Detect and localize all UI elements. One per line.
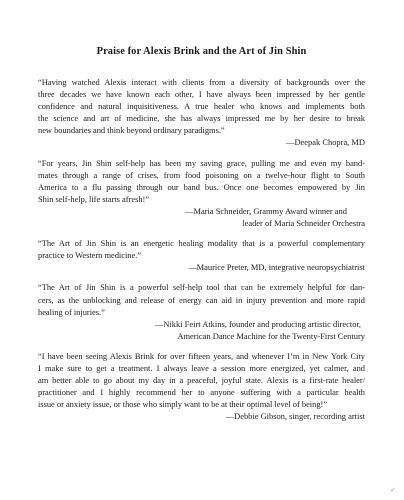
attribution-line: —Debbie Gibson, singer, recording artist — [225, 411, 365, 422]
quote-line: cers, as the unblocking and release of energy can aid in injury prevention and more rapid — [38, 294, 365, 305]
testimonial-quote — [38, 76, 365, 136]
attribution-line: American Dance Machine for the Twenty-First Century — [177, 330, 365, 341]
quote-line: am better able to go about my day in a peaceful, joyful state. Alexis is a first-rate healer/ — [38, 375, 365, 386]
testimonial-preter — [38, 237, 365, 273]
testimonial-gibson — [38, 350, 365, 423]
testimonial-quote — [38, 237, 365, 261]
page-heading: Praise for Alexis Brink and the Art of Jin Shin — [96, 46, 307, 57]
quote-line: “I have been seeing Alexis Brink for over fifteen years, and whenever I’m in New York City — [38, 350, 365, 361]
quote-line: “For years, Jin Shin self-help has been my saving grace, pulling me and even my band- — [38, 157, 365, 168]
attribution-line: —Nikki Feirt Atkins, founder and producing artistic director, — [154, 318, 361, 329]
attribution-line: —Deepak Chopra, MD — [286, 137, 365, 148]
quote-line: the science and art of medicine, she has always impressed me by her desire to break — [38, 113, 365, 124]
quote-line: “Having watched Alexis interact with clients from a diversity of backgrounds over the — [38, 77, 365, 87]
attribution-line: leader of Maria Schneider Orchestra — [242, 218, 365, 229]
quote-line: practitioner and I highly recommend her to anyone suffering with a particular health — [38, 387, 365, 398]
quote-line: new boundaries and think beyond ordinary paradigms.” — [38, 125, 225, 136]
testimonial-attribution — [38, 261, 365, 273]
testimonial-attribution — [38, 318, 365, 342]
testimonial-quote — [38, 281, 365, 317]
quote-line: America to a flu passing through our band bus. Once one becomes empowered by Jin — [38, 181, 365, 192]
testimonial-attribution — [38, 136, 365, 148]
testimonial-attribution — [38, 410, 365, 422]
quote-line: confidence and natural inquisitiveness. A true healer who knows and implements both — [38, 101, 365, 112]
testimonial-quote — [38, 350, 365, 410]
testimonial-schneider — [38, 157, 365, 230]
quote-line: healing of injuries.” — [38, 306, 105, 317]
quote-line: mates through a range of crises, from food poisoning on a twelve-hour flight to South — [38, 169, 365, 180]
quote-line: I make sure to get a treatment. I always leave a session more energized, yet calmer, and — [38, 362, 365, 373]
quote-line: “The Art of Jin Shin is an energetic healing modality that is a powerful complementary — [38, 238, 365, 249]
quote-line: practice to Western medicine.” — [38, 250, 142, 261]
testimonial-chopra — [38, 76, 365, 149]
attribution-line: —Maria Schneider, Grammy Award winner and — [185, 205, 347, 216]
testimonial-atkins — [38, 281, 365, 341]
check-icon: ✓ — [390, 486, 396, 494]
testimonial-attribution — [38, 205, 365, 229]
quote-line: three decades we have known each other, I have always been impressed by her gentle — [38, 89, 365, 100]
testimonial-quote — [38, 157, 365, 205]
quote-line: “The Art of Jin Shin is a powerful self-help tool that can be extremely helpful for dan- — [38, 282, 365, 293]
quote-line: issue or anxiety issue, or those who simply want to be at their optimal level of being!” — [38, 399, 328, 410]
quote-line: Shin self-help, life starts afresh!” — [38, 193, 150, 204]
attribution-line: —Maurice Preter, MD, integrative neuropsychiatrist — [188, 262, 365, 273]
